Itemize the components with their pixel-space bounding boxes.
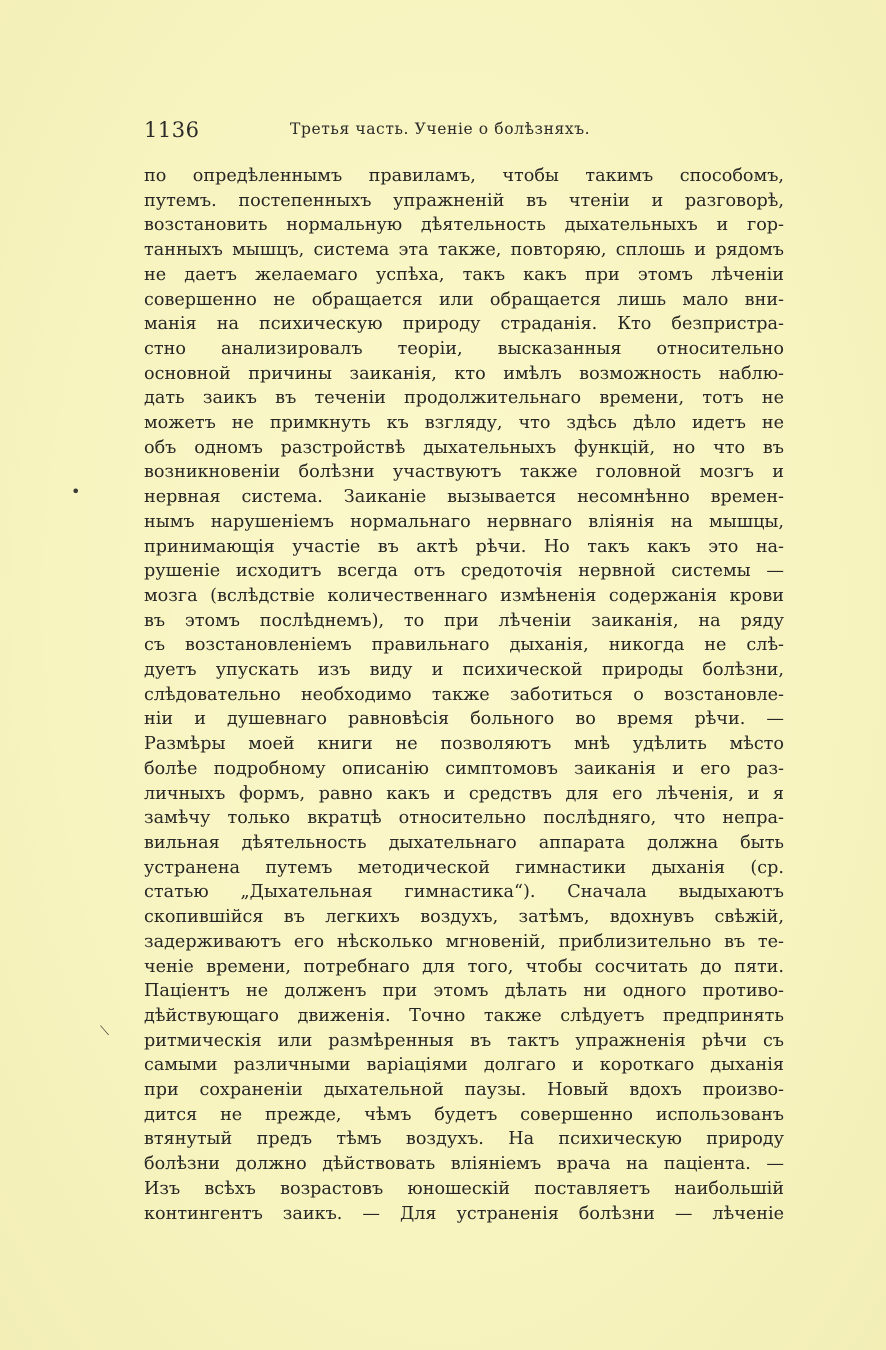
text-line: дать заикъ въ теченіи продолжительнаго времени, тотъ не — [144, 388, 784, 409]
body-text — [144, 164, 784, 1226]
margin-mark: ⟍ — [100, 1024, 110, 1039]
text-line: болѣзни должно дѣйствовать вліяніемъ врача на паціента. — — [144, 1154, 784, 1175]
text-line: возстановить нормальную дѣятельность дыхательныхъ и гор- — [144, 215, 784, 236]
text-line: можетъ не примкнуть къ взгляду, что здѣсь дѣло идетъ не — [144, 413, 784, 434]
text-line: статью „Дыхательная гимнастика“). Сначала выдыхаютъ — [144, 882, 784, 903]
text-line: объ одномъ разстройствѣ дыхательныхъ функцій, но что въ — [144, 437, 784, 458]
text-line: совершенно не обращается или обращается лишь мало вни- — [144, 289, 784, 310]
text-line: болѣе подробному описанію симптомовъ заиканія и его раз- — [144, 758, 784, 779]
text-line: дуетъ упускать изъ виду и психической природы болѣзни, — [144, 660, 784, 681]
text-line: слѣдовательно необходимо также заботиться о возстановле- — [144, 684, 784, 705]
text-line: дится не прежде, чѣмъ будетъ совершенно использованъ — [144, 1104, 784, 1125]
text-line: возникновеніи болѣзни участвуютъ также головной мозгъ и — [144, 462, 784, 483]
text-line: мозга (вслѣдствіе количественнаго измѣненія содержанія крови — [144, 585, 784, 606]
text-line: нервная система. Заиканіе вызывается несомнѣнно времен- — [144, 487, 784, 508]
page-header — [144, 118, 778, 146]
text-line: стно анализировалъ теоріи, высказанныя относительно — [144, 338, 784, 359]
text-line: Изъ всѣхъ возрастовъ юношескій поставляетъ наибольшій — [144, 1178, 784, 1199]
text-line: самыми различными варіаціями долгаго и короткаго дыханія — [144, 1055, 784, 1076]
text-line: манія на психическую природу страданія. Кто безпристра- — [144, 314, 784, 335]
page-number: 1136 — [144, 118, 200, 142]
text-line: дѣйствующаго движенія. Точно также слѣдуетъ предпринять — [144, 1005, 784, 1026]
text-line: устранена путемъ методической гимнастики дыханія (ср. — [144, 857, 784, 878]
text-line: принимающія участіе въ актѣ рѣчи. Но такъ какъ это на- — [144, 536, 784, 557]
text-line: ченіе времени, потребнаго для того, чтобы сосчитать до пяти. — [144, 956, 784, 977]
text-line: по опредѣленнымъ правиламъ, чтобы такимъ способомъ, — [144, 166, 784, 186]
margin-dot: • — [71, 482, 81, 501]
text-line: танныхъ мышцъ, система эта также, повторяю, сплошь и рядомъ — [144, 240, 784, 261]
text-line: скопившійся въ легкихъ воздухъ, затѣмъ, вдохнувъ свѣжій, — [144, 907, 784, 928]
text-line: нымъ нарушеніемъ нормальнаго нервнаго вліянія на мышцы, — [144, 511, 784, 532]
text-line: съ возстановленіемъ правильнаго дыханія, никогда не слѣ- — [144, 635, 784, 656]
text-line: задерживаютъ его нѣсколько мгновеній, приблизительно въ те- — [144, 931, 784, 952]
text-line: вильная дѣятельность дыхательнаго аппарата должна быть — [144, 832, 784, 853]
text-line: замѣчу только вкратцѣ относительно послѣдняго, что непра- — [144, 808, 784, 829]
text-line: основной причины заиканія, кто имѣлъ возможность наблю- — [144, 363, 784, 384]
text-line: Паціентъ не долженъ при этомъ дѣлать ни одного противо- — [144, 981, 784, 1002]
text-line: Размѣры моей книги не позволяютъ мнѣ удѣлить мѣсто — [144, 734, 784, 755]
text-line: при сохраненіи дыхательной паузы. Новый вдохъ произво- — [144, 1080, 784, 1101]
text-line: втянутый предъ тѣмъ воздухъ. На психическую природу — [144, 1129, 784, 1150]
text-line: ніи и душевнаго равновѣсія больного во время рѣчи. — — [144, 709, 784, 730]
text-line: контингентъ заикъ. — Для устраненія болѣзни — лѣченіе — [144, 1203, 784, 1224]
text-line: личныхъ формъ, равно какъ и средствъ для его лѣченія, и я — [144, 783, 784, 804]
running-head: Третья часть. Ученіе о болѣзняхъ. — [290, 120, 591, 138]
text-line: рушеніе исходитъ всегда отъ средоточія нервной системы — — [144, 561, 784, 582]
text-line: путемъ. постепенныхъ упражненій въ чтеніи и разговорѣ, — [144, 190, 784, 211]
text-line: не даетъ желаемаго успѣха, такъ какъ при этомъ лѣченіи — [144, 264, 784, 285]
text-line: въ этомъ послѣднемъ), то при лѣченіи заиканія, на ряду — [144, 610, 784, 631]
text-line: ритмическія или размѣренныя въ тактъ упражненія рѣчи съ — [144, 1030, 784, 1051]
